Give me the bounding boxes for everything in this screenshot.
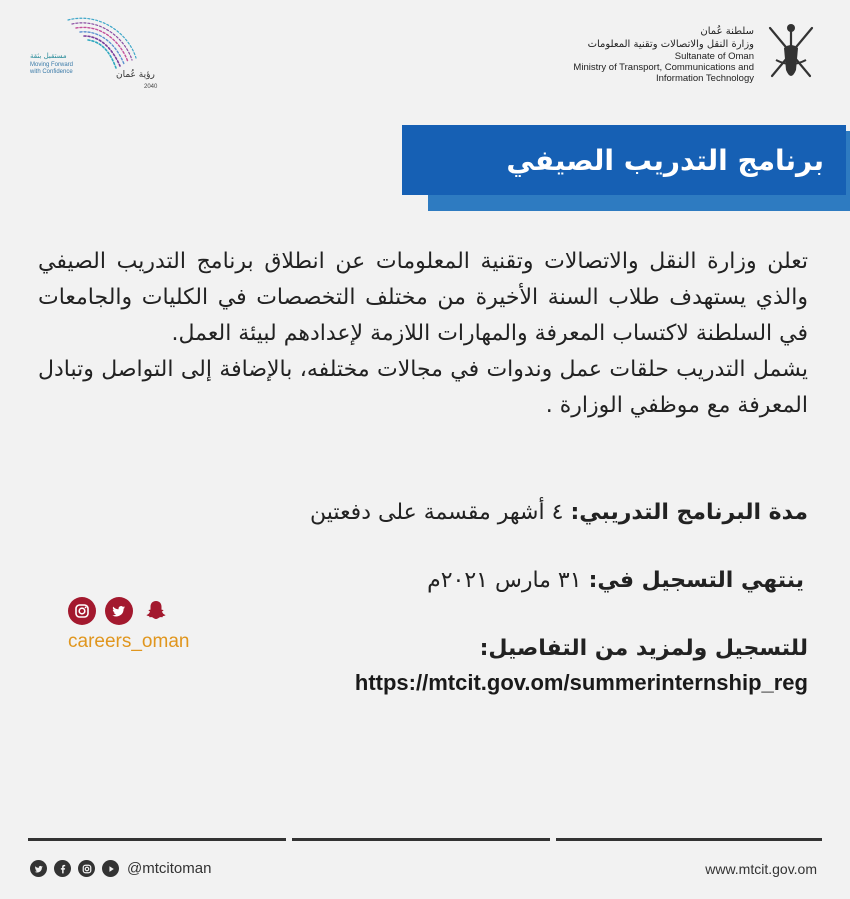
- footer-social: [30, 860, 211, 877]
- footer-twitter-icon[interactable]: [30, 860, 47, 877]
- footer-instagram-icon[interactable]: [78, 860, 95, 877]
- announcement-paragraph-2: يشمل التدريب حلقات عمل وندوات في مجالات مختلفه، بالإضافة إلى التواصل وتبادل المعرفة مع موظفي الوزارة .: [38, 357, 808, 418]
- page-title: برنامج التدريب الصيفي: [506, 143, 824, 177]
- instagram-icon[interactable]: [68, 597, 96, 625]
- deadline-value: ٣١ مارس ٢٠٢١م: [427, 568, 582, 593]
- snapchat-icon[interactable]: [142, 597, 170, 625]
- vision-brand: رؤية عُمان: [116, 70, 155, 80]
- announcement-paragraph-1: تعلن وزارة النقل والاتصالات وتقنية المعلومات عن انطلاق برنامج التدريب الصيفي والذي يستهدف طلاب السنة الأخيرة من مختلف التخصصات في الكليات والجامعات في السلطنة لاكتساب المعرفة والمهارات اللازمة لإعدادهم لبيئة العمل.: [38, 249, 808, 346]
- oman-emblem-icon: [762, 20, 820, 88]
- title-banner: [428, 131, 850, 211]
- ministry-en-line1: Sultanate of Oman: [674, 50, 754, 62]
- ministry-header: [573, 20, 820, 88]
- careers-social-block: [68, 597, 198, 653]
- vision-en-tagline-2: with Confidence: [30, 69, 73, 75]
- vision-ar-tagline: مستقبل بثقة: [30, 52, 67, 60]
- duration-label: مدة البرنامج التدريبي:: [570, 500, 808, 525]
- title-banner-inner: [402, 125, 846, 195]
- careers-handle[interactable]: careers_oman: [68, 631, 190, 652]
- footer-website[interactable]: www.mtcit.gov.om: [705, 861, 817, 877]
- footer-facebook-icon[interactable]: [54, 860, 71, 877]
- register-label: للتسجيل ولمزيد من التفاصيل:: [479, 636, 808, 661]
- footer-youtube-icon[interactable]: [102, 860, 119, 877]
- deadline-label: ينتهي التسجيل في:: [588, 568, 804, 593]
- footer-handle[interactable]: @mtcitoman: [127, 860, 212, 877]
- ministry-ar-line1: سلطنة عُمان: [700, 25, 754, 37]
- vision-2040-logo: [28, 14, 168, 90]
- careers-social-icons: [68, 597, 198, 625]
- duration-value: ٤ أشهر مقسمة على دفعتين: [310, 500, 564, 525]
- ministry-en-line3: Information Technology: [655, 72, 754, 84]
- register-link[interactable]: https://mtcit.gov.om/summerinternship_reg: [354, 670, 808, 695]
- twitter-icon[interactable]: [105, 597, 133, 625]
- footer-divider: [28, 838, 822, 842]
- ministry-en-line2: Ministry of Transport, Communications and: [573, 61, 754, 73]
- vision-en-tagline: [30, 62, 73, 76]
- program-duration: [310, 500, 808, 525]
- announcement-body: [38, 244, 808, 424]
- ministry-ar-line2: وزارة النقل والاتصالات وتقنية المعلومات: [587, 38, 754, 50]
- registration-deadline: [427, 568, 804, 593]
- ministry-text: [573, 25, 754, 84]
- vision-year: 2040: [144, 84, 158, 90]
- vision-en-tagline-1: Moving Forward: [30, 62, 74, 68]
